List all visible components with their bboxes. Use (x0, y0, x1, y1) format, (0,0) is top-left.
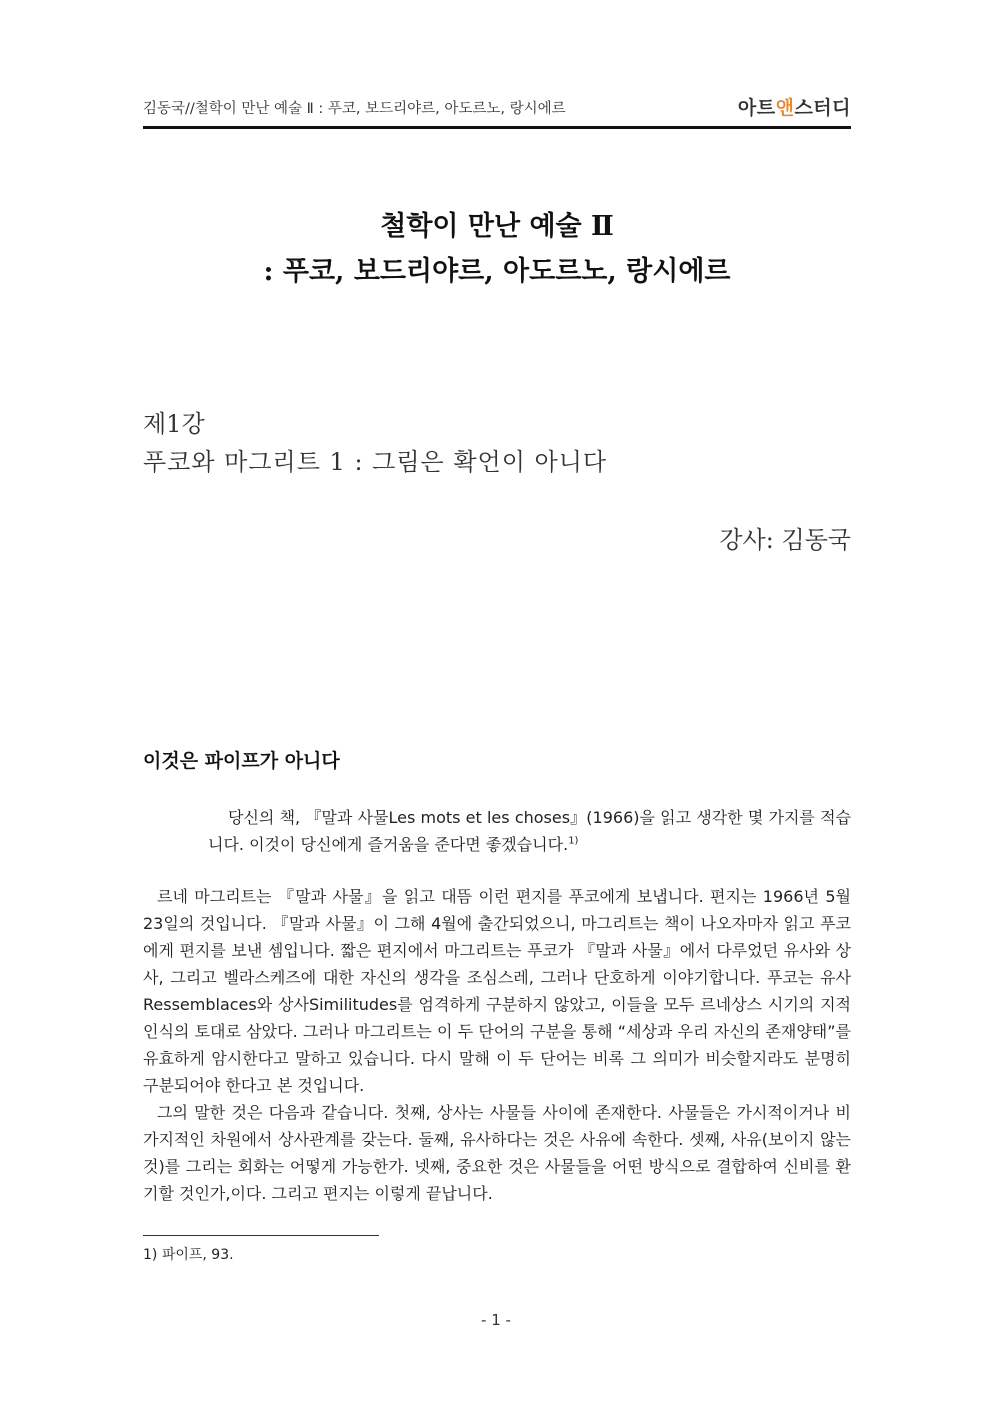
document-subtitle: : 푸코, 보드리야르, 아도르노, 랑시에르 (263, 256, 731, 287)
paragraph-1: 르네 마그리트는 『말과 사물』을 읽고 대뜸 이런 편지를 푸코에게 보냅니다. 편지는 1966년 5월 23일의 것입니다. 『말과 사물』이 그해 4월에 출간되었으니, 마그리트는 책이 나오자마자 읽고 푸코에게 편지를 보낸 셈입니다. 짧은 편지에서 마그리트는 푸코가 『말과 사물』에서 다루었던 유사와 상사, 그리고 벨라스케즈에 대한 자신의 생각을 조심스레, 그러나 단호하게 이야기합니다. 푸코는 유사Ressemblaces와 상사Similitudes를 엄격하게 구분하지 않았고, 이들을 모두 르네상스 시기의 지적 인식의 토대로 삼았다. 그러나 마그리트는 이 두 단어의 구분을 통해 “세상과 우리 자신의 존재양태”를 유효하게 암시한다고 말하고 있습니다. 다시 말해 이 두 단어는 비록 그 의미가 비슷할지라도 분명히 구분되어야 한다고 본 것입니다. (143, 887, 851, 1095)
lecture-number: 제1강 (143, 410, 205, 438)
footnote-divider (143, 1235, 379, 1236)
footnote-reference[interactable]: 1) (568, 835, 579, 847)
header-title: 김동국//철학이 만난 예술 Ⅱ : 푸코, 보드리야르, 아도르노, 랑시에르 (143, 101, 566, 117)
document-title: 철학이 만난 예술 Ⅱ (380, 211, 614, 242)
art-and-study-logo (738, 93, 851, 120)
logo-part-1: 아트 (737, 97, 776, 119)
page-header (143, 88, 851, 129)
footnote: 1) 파이프, 93. (143, 1247, 234, 1263)
page-number: - 1 - (481, 1311, 511, 1329)
section-heading: 이것은 파이프가 아니다 (143, 750, 340, 772)
lecture-subtitle: 푸코와 마그리트 1 : 그림은 확언이 아니다 (143, 448, 608, 476)
logo-part-2: 앤 (775, 97, 795, 119)
quote-text: 당신의 책, 『말과 사물Les mots et les choses』(1966)을 읽고 생각한 몇 가지를 적습니다. 이것이 당신에게 즐거움을 준다면 좋겠습니다. (208, 808, 851, 854)
block-quote (208, 804, 851, 858)
paragraph-2: 그의 말한 것은 다음과 같습니다. 첫째, 상사는 사물들 사이에 존재한다. 사물들은 가시적이거나 비가지적인 차원에서 상사관계를 갖는다. 둘째, 유사하다는 것은 사유에 속한다. 셋째, 사유(보이지 않는 것)를 그리는 회화는 어떻게 가능한가. 넷째, 중요한 것은 사물들을 어떤 방식으로 결합하여 신비를 환기할 것인가,이다. 그리고 편지는 이렇게 끝납니다. (143, 1103, 851, 1203)
body-text (143, 883, 851, 1207)
logo-part-3: 스터디 (794, 97, 851, 119)
lecturer-name: 강사: 김동국 (719, 526, 851, 554)
